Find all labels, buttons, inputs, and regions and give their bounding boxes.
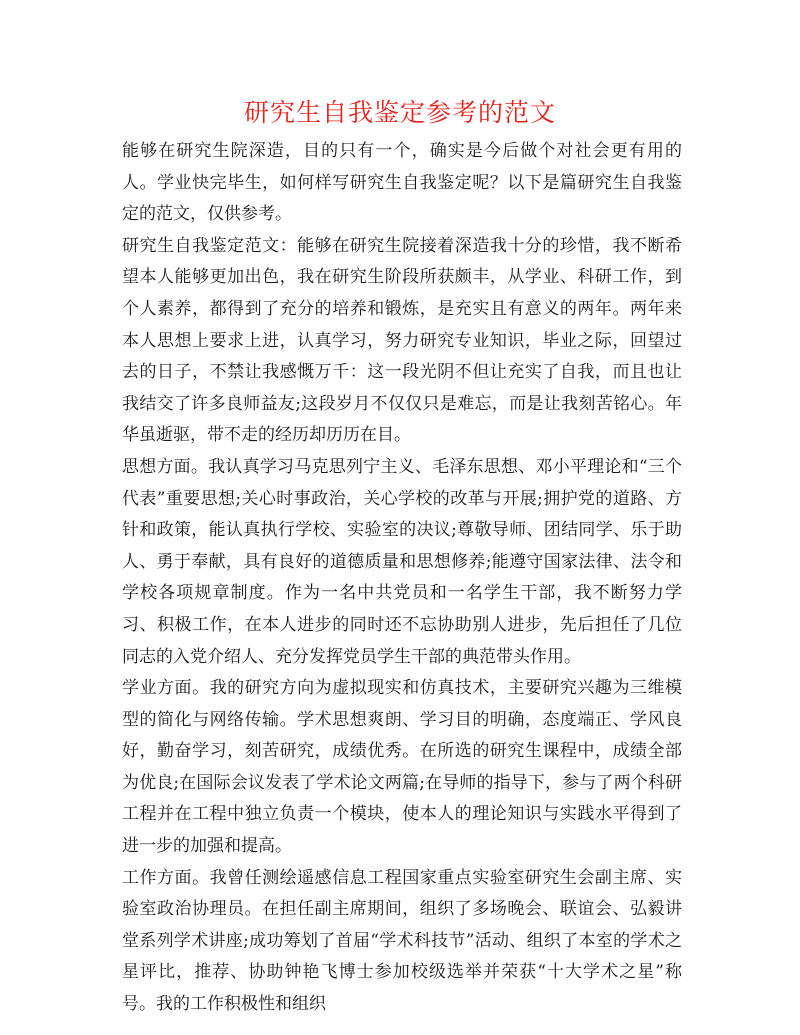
document-title: 研究生自我鉴定参考的范文 [243,98,556,127]
paragraph-intro: 能够在研究生院深造，目的只有一个，确实是今后做个对社会更有用的人。学业快完毕生，如何样写研究生自我鉴定呢？以下是篇研究生自我鉴定的范文，仅供参考。 [122,141,682,225]
paragraph-work: 工作方面。我曾任测绘遥感信息工程国家重点实验室研究生会副主席、实验室政治协理员。在担任副主席期间，组织了多场晚会、联谊会、弘毅讲堂系列学术讲座;成功筹划了首届“学术科技节”活动、组织了本室的学术之星评比，推荐、协助钟艳飞博士参加校级选举并荣获“十大学术之星”称号。我的工作积极性和组织 [122,867,682,1015]
paragraph-academics: 学业方面。我的研究方向为虚拟现实和仿真技术，主要研究兴趣为三维模型的简化与网络传输。学术思想爽朗、学习目的明确，态度端正、学风良好，勤奋学习，刻苦研究，成绩优秀。在所选的研究生课程中，成绩全部为优良;在国际会议发表了学术论文两篇;在导师的指导下，参与了两个科研工程并在工程中独立负责一个模块，使本人的理论知识与实践水平得到了进一步的加强和提高。 [122,678,682,857]
paragraph-sample-opening: 研究生自我鉴定范文：能够在研究生院接着深造我十分的珍惜，我不断希望本人能够更加出色，我在研究生阶段所获颇丰，从学业、科研工作，到个人素养，都得到了充分的培养和锻炼，是充实且有意义的两年。两年来本人思想上要求上进，认真学习，努力研究专业知识，毕业之际，回望过去的日子，不禁让我感慨万千：这一段光阴不但让充实了自我，而且也让我结交了许多良师益友;这段岁月不仅仅只是难忘，而是让我刻苦铭心。年华虽逝驱，带不走的经历却历历在目。 [122,235,682,446]
document-body [122,136,682,1021]
paragraph-ideology: 思想方面。我认真学习马克思列宁主义、毛泽东思想、邓小平理论和“三个代表”重要思想;关心时事政治，关心学校的改革与开展;拥护党的道路、方针和政策，能认真执行学校、实验室的决议;尊敬导师、团结同学、乐于助人、勇于奉献，具有良好的道德质量和思想修养;能遵守国家法律、法令和学校各项规章制度。作为一名中共党员和一名学生干部，我不断努力学习、积极工作，在本人进步的同时还不忘协助别人进步，先后担任了几位同志的入党介绍人、充分发挥党员学生干部的典范带头作用。 [122,456,682,667]
